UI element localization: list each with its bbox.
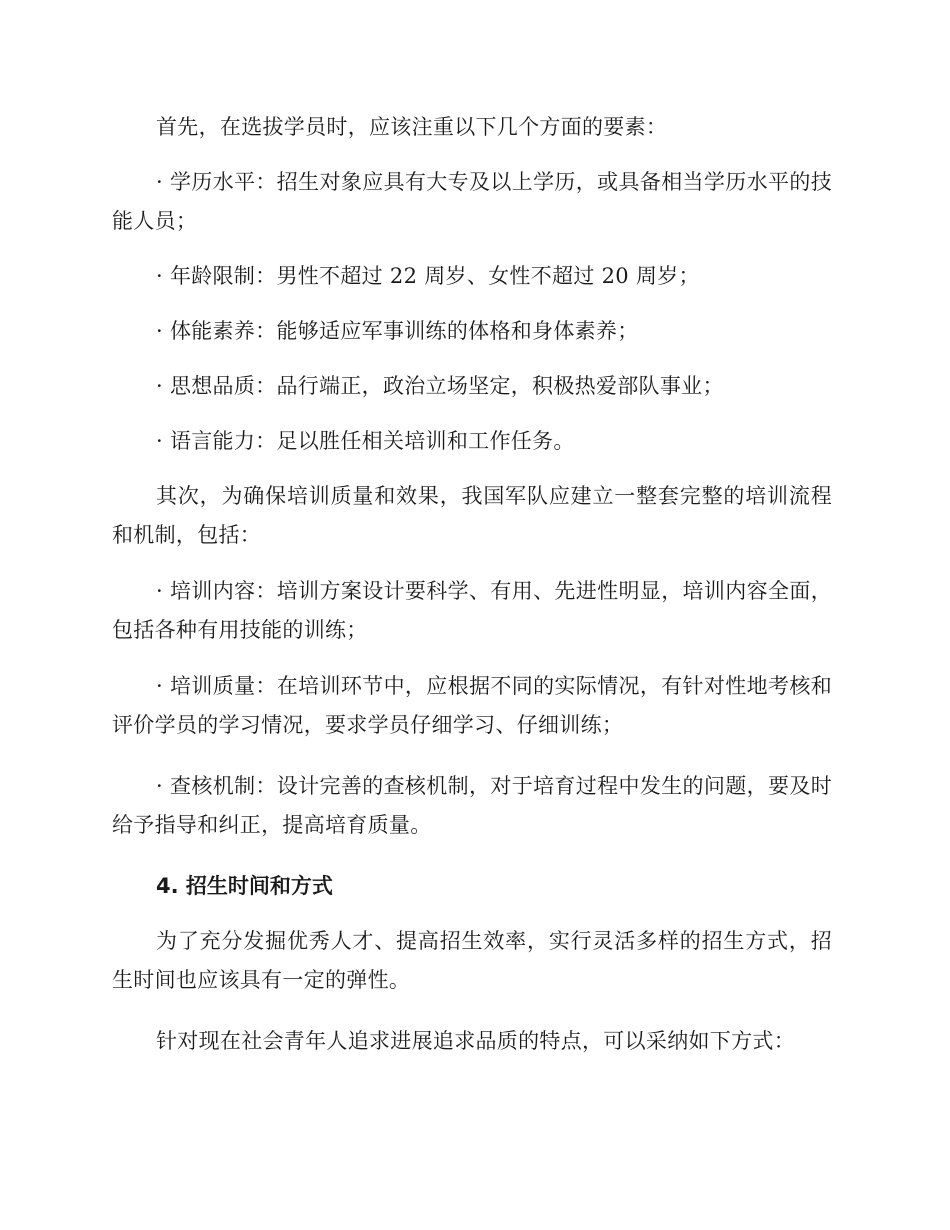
paragraph-methods: 针对现在社会青年人追求进展追求品质的特点，可以采纳如下方式： xyxy=(156,1029,795,1053)
list-item-training-content: · 培训内容：培训方案设计要科学、有用、先进性明显，培训内容全面，包括各种有用技能的训练； xyxy=(112,579,832,642)
list-item-language: · 语言能力：足以胜任相关培训和工作任务。 xyxy=(156,429,575,453)
list-item-education: · 学历水平：招生对象应具有大专及以上学历，或具备相当学历水平的技能人员； xyxy=(112,170,832,233)
paragraph-intro: 首先，在选拔学员时，应该注重以下几个方面的要素： xyxy=(156,115,668,139)
list-item-review-mechanism: · 查核机制：设计完善的查核机制，对于培育过程中发生的问题，要及时给予指导和纠正，提高培育质量。 xyxy=(112,774,832,837)
paragraph-recruitment: 为了充分发掘优秀人才、提高招生效率，实行灵活多样的招生方式，招生时间也应该具有一定的弹性。 xyxy=(112,929,832,992)
paragraph-training-intro: 其次，为确保培训质量和效果，我国军队应建立一整套完整的培训流程和机制，包括： xyxy=(112,484,832,547)
section-heading: 4. 招生时间和方式 xyxy=(156,874,333,898)
list-item-fitness: · 体能素养：能够适应军事训练的体格和身体素养； xyxy=(156,319,639,343)
list-item-age: · 年龄限制：男性不超过 22 周岁、女性不超过 20 周岁； xyxy=(156,264,700,288)
list-item-ideology: · 思想品质：品行端正，政治立场坚定，积极热爱部队事业； xyxy=(156,374,724,398)
list-item-training-quality: · 培训质量：在培训环节中，应根据不同的实际情况，有针对性地考核和评价学员的学习情况，要求学员仔细学习、仔细训练； xyxy=(112,674,832,737)
